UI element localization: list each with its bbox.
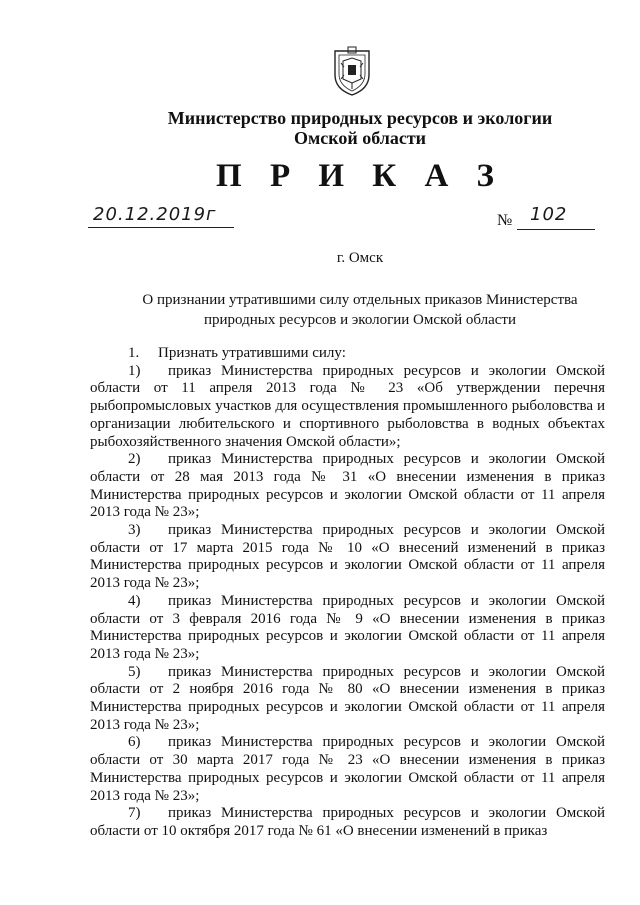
document-subject [118,290,602,330]
date-underline [88,227,234,228]
list-item-text: приказ Министерства природных ресурсов и экологии Омской области от 2 ноября 2016 года № 80 «О внесении изменения в приказ Министерства природных ресурсов и экологии Омской области от 11 апреля 2013 года № 23»; [90,663,605,733]
list-item-number: 3) [128,522,141,539]
list-item-number: 1) [128,362,141,379]
list-item [90,363,605,452]
subject-line2: природных ресурсов и экологии Омской области [203,312,516,328]
list-item [90,451,605,522]
subject-line1: О признании утратившими силу отдельных приказов Министерства [142,292,578,308]
list-item-number: 7) [128,805,141,822]
list-item [90,593,605,664]
list-item-number: 2) [128,451,141,468]
intro-text: Признать утратившими силу: [158,345,346,361]
list-item [90,734,605,805]
ministry-name-line1: Министерство природных ресурсов и экологии [167,108,553,128]
number-label: № [497,212,513,229]
list-item-text: приказ Министерства природных ресурсов и экологии Омской области от 30 марта 2017 года № 23 «О внесении изменения в приказ Министерства природных ресурсов и экологии Омской области от 11 апреля 2013 года № 23»; [90,734,605,804]
list-item-number: 6) [128,734,141,751]
coat-of-arms-emblem [331,45,373,97]
number-underline [517,229,595,230]
list-item-text: приказ Министерства природных ресурсов и экологии Омской области от 10 октября 2017 года № 61 «О внесении изменений в приказ [90,805,605,839]
document-number: 102 [530,204,568,225]
list-item-text: приказ Министерства природных ресурсов и экологии Омской области от 3 февраля 2016 года № 9 «О внесении изменения в приказ Министерства природных ресурсов и экологии Омской области от 11 апреля 2013 года № 23»; [90,592,605,662]
intro-number: 1. [128,345,140,361]
city-name: г. Омск [336,250,384,266]
intro-paragraph [90,345,605,363]
list-item-number: 4) [128,592,141,609]
list-item [90,522,605,593]
list-item-text: приказ Министерства природных ресурсов и экологии Омской области от 17 марта 2015 года № 10 «О внесений изменений в приказ Министерства природных ресурсов и экологии Омской области от 11 апреля 2013 года № 23»; [90,522,605,592]
list-item-number: 5) [128,663,141,680]
ministry-name-line2: Омской области [293,128,427,148]
document-body [90,345,605,841]
document-title: П Р И К А З [216,158,504,194]
document-date: 20.12.2019г [93,204,217,225]
list-item-text: приказ Министерства природных ресурсов и экологии Омской области от 28 мая 2013 года № 31 «О внесении изменения в приказ Министерства природных ресурсов и экологии Омской области от 11 апреля 2013 года № 23»; [90,451,605,521]
list-item-text: приказ Министерства природных ресурсов и экологии Омской области от 11 апреля 2013 года № 23 «Об утверждении перечня рыбопромысловых участков для осуществления промышленного рыболовства и организации любительского и спортивного рыболовства в водных объектах рыбохозяйственного значения Омской области»; [90,362,605,450]
list-item [90,805,605,840]
list-item [90,664,605,735]
